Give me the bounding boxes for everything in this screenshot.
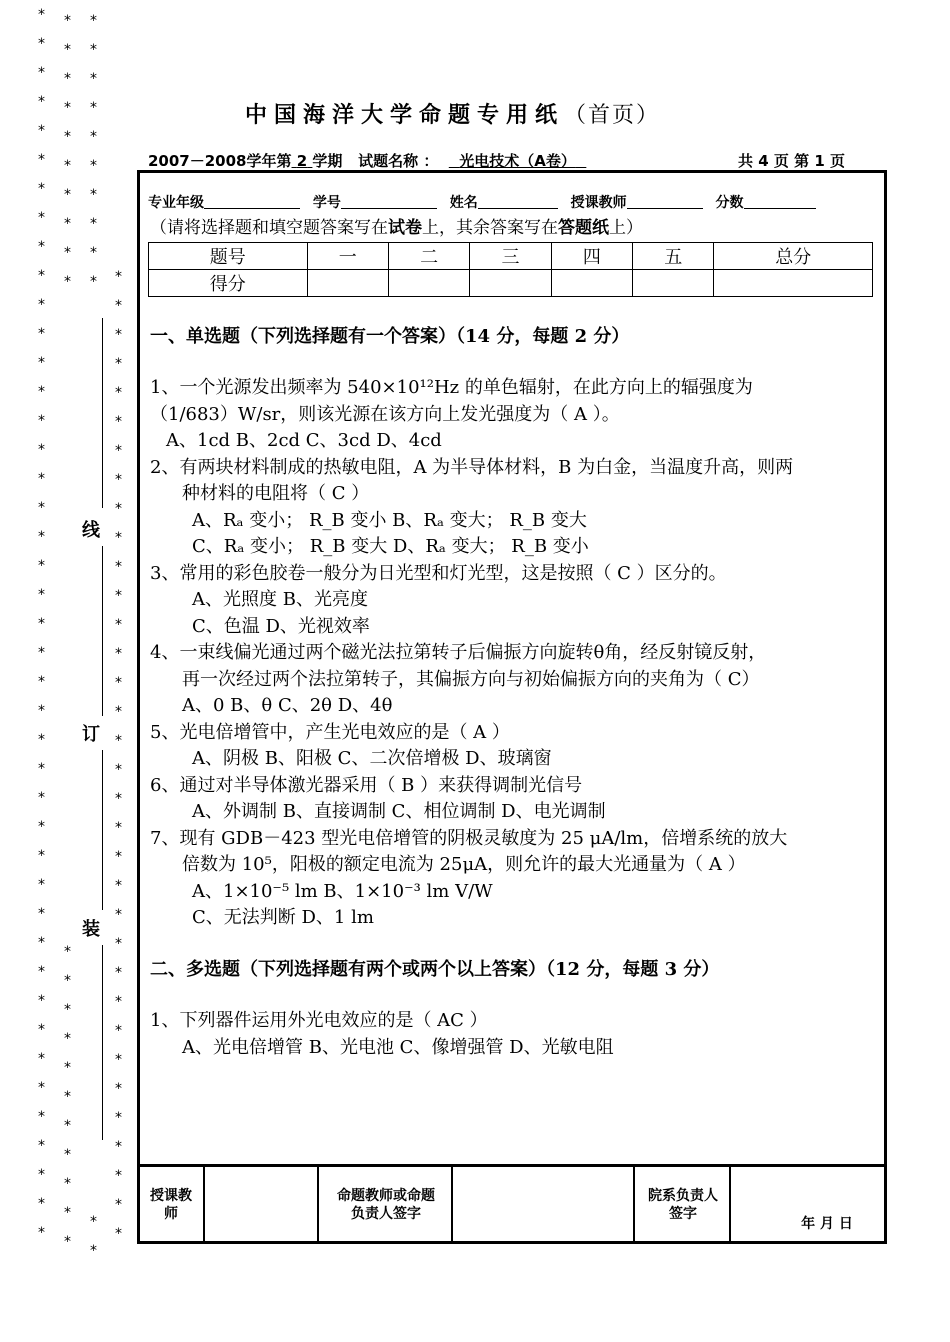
star-glyph: *	[38, 790, 45, 806]
binding-char-bind: 装	[82, 919, 100, 940]
question-line: A、光电倍增管 B、光电池 C、像增强管 D、光敏电阻	[182, 1037, 614, 1058]
star-glyph: *	[38, 500, 45, 516]
star-glyph: *	[115, 385, 122, 401]
star-glyph: *	[38, 239, 45, 255]
info-teacher-label: 授课教师	[570, 195, 627, 211]
page-title	[245, 98, 660, 129]
score-header-cell: 四	[551, 243, 632, 270]
score-table-header	[149, 243, 873, 270]
star-glyph: *	[115, 588, 122, 604]
star-glyph: *	[38, 326, 45, 342]
star-glyph: *	[38, 1167, 45, 1183]
question-line: A、光照度 B、光亮度	[192, 589, 368, 610]
star-glyph: *	[38, 906, 45, 922]
question-line: 1、一个光源发出频率为 540×10¹²Hz 的单色辐射，在此方向上的辐强度为	[150, 377, 753, 398]
star-glyph: *	[64, 1234, 71, 1250]
answer-note: （请将选择题和填空题答案写在试卷上，其余答案写在答题纸上）	[150, 218, 643, 238]
question-line: 倍数为 10⁵，阳极的额定电流为 25μA，则允许的最大光通量为（ A ）	[182, 854, 746, 875]
star-glyph: *	[38, 935, 45, 951]
star-glyph: *	[115, 1052, 122, 1068]
star-glyph: *	[64, 1060, 71, 1076]
star-glyph: *	[115, 965, 122, 981]
exam-header	[148, 150, 586, 171]
header-exam-name: 光电技术（A卷）	[459, 152, 576, 170]
question-line: （1/683）W/sr，则该光源在该方向上发光强度为（ A ）。	[150, 404, 620, 425]
star-glyph: *	[90, 158, 97, 174]
question-line: A、0 B、θ C、2θ D、4θ	[182, 695, 393, 716]
star-glyph: *	[90, 216, 97, 232]
star-glyph: *	[64, 973, 71, 989]
star-glyph: *	[90, 245, 97, 261]
score-header-cell: 二	[388, 243, 469, 270]
star-glyph: *	[38, 587, 45, 603]
star-glyph: *	[38, 1080, 45, 1096]
star-glyph: *	[64, 158, 71, 174]
star-glyph: *	[115, 472, 122, 488]
question-line: 7、现有 GDB－423 型光电倍增管的阴极灵敏度为 25 μA/lm，倍增系统的放大	[150, 828, 788, 849]
star-glyph: *	[90, 274, 97, 290]
info-id-label: 学号	[312, 195, 341, 211]
info-score-label: 分数	[715, 195, 744, 211]
score-header-cell: 三	[470, 243, 551, 270]
question-line: C、无法判断 D、1 lm	[192, 907, 374, 928]
star-glyph: *	[115, 1081, 122, 1097]
question-line: A、Rₐ 变小； R_B 变小 B、Rₐ 变大； R_B 变大	[192, 510, 587, 531]
sig-date: 年 月 日	[801, 1216, 853, 1232]
question-line: 3、常用的彩色胶卷一般分为日光型和灯光型，这是按照（ C ）区分的。	[150, 563, 727, 584]
star-glyph: *	[90, 13, 97, 29]
header-year: 2007－2008	[148, 152, 247, 170]
star-glyph: *	[38, 65, 45, 81]
binding-line-segment	[102, 750, 103, 910]
sig-teacher-label: 授课教师	[150, 1188, 192, 1222]
score-cell[interactable]	[470, 270, 551, 297]
star-glyph: *	[38, 1051, 45, 1067]
binding-line-segment	[102, 945, 103, 1140]
binding-line-segment	[102, 546, 103, 716]
info-id-blank[interactable]	[341, 194, 437, 209]
star-glyph: *	[38, 152, 45, 168]
star-glyph: *	[90, 100, 97, 116]
question-line: A、1×10⁻⁵ lm B、1×10⁻³ lm V/W	[192, 881, 493, 902]
star-glyph: *	[64, 42, 71, 58]
star-glyph: *	[115, 762, 122, 778]
star-glyph: *	[38, 471, 45, 487]
score-cell[interactable]	[551, 270, 632, 297]
question-line: 4、一束线偏光通过两个磁光法拉第转子后偏振方向旋转θ角，经反射镜反射，	[150, 642, 767, 663]
star-glyph: *	[38, 268, 45, 284]
star-glyph: *	[90, 42, 97, 58]
star-glyph: *	[115, 298, 122, 314]
title-main: 中国海洋大学命题专用纸	[245, 102, 565, 128]
score-table	[148, 242, 873, 297]
student-info-row	[148, 192, 824, 212]
star-glyph: *	[64, 13, 71, 29]
star-glyph: *	[38, 7, 45, 23]
star-glyph: *	[115, 1110, 122, 1126]
star-glyph: *	[115, 414, 122, 430]
star-glyph: *	[38, 993, 45, 1009]
star-glyph: *	[115, 501, 122, 517]
star-glyph: *	[115, 327, 122, 343]
star-glyph: *	[38, 1109, 45, 1125]
star-glyph: *	[64, 245, 71, 261]
binding-char-line: 线	[82, 520, 100, 541]
star-glyph: *	[115, 617, 122, 633]
star-glyph: *	[90, 1243, 97, 1259]
star-glyph: *	[115, 356, 122, 372]
star-glyph: *	[115, 559, 122, 575]
star-glyph: *	[38, 819, 45, 835]
star-glyph: *	[38, 413, 45, 429]
star-glyph: *	[115, 907, 122, 923]
question-line: C、色温 D、光视效率	[192, 616, 370, 637]
star-glyph: *	[115, 1226, 122, 1242]
info-teacher-blank[interactable]	[627, 194, 703, 209]
score-row-label: 得分	[149, 270, 308, 297]
star-glyph: *	[38, 558, 45, 574]
star-glyph: *	[64, 100, 71, 116]
star-glyph: *	[115, 646, 122, 662]
star-glyph: *	[38, 36, 45, 52]
question-line: C、Rₐ 变小； R_B 变大 D、Rₐ 变大； R_B 变小	[192, 536, 589, 557]
star-glyph: *	[90, 71, 97, 87]
star-glyph: *	[38, 964, 45, 980]
info-major-label: 专业年级	[148, 195, 204, 211]
star-glyph: *	[38, 297, 45, 313]
star-glyph: *	[64, 71, 71, 87]
binding-char-staple: 订	[82, 724, 100, 745]
star-glyph: *	[115, 675, 122, 691]
binding-line-segment	[102, 318, 103, 508]
score-cell[interactable]	[388, 270, 469, 297]
star-glyph: *	[115, 269, 122, 285]
star-glyph: *	[38, 703, 45, 719]
section-multi-choice: 二、多选题（下列选择题有两个或两个以上答案）（12 分，每题 3 分）	[150, 959, 720, 980]
star-glyph: *	[115, 791, 122, 807]
question-line: 种材料的电阻将（ C ）	[182, 483, 370, 504]
score-cell[interactable]	[633, 270, 714, 297]
sig-setter-label: 命题教师或命题负责人签字	[337, 1188, 435, 1222]
sig-teacher-field[interactable]	[205, 1167, 319, 1244]
star-glyph: *	[64, 1118, 71, 1134]
star-glyph: *	[38, 645, 45, 661]
header-term-suffix: 学期	[312, 152, 343, 170]
star-glyph: *	[115, 1139, 122, 1155]
star-glyph: *	[115, 704, 122, 720]
star-glyph: *	[115, 1168, 122, 1184]
star-glyph: *	[115, 530, 122, 546]
score-cell[interactable]	[714, 270, 873, 297]
page-count: 共 4 页 第 1 页	[738, 152, 845, 170]
star-glyph: *	[64, 944, 71, 960]
star-glyph: *	[38, 210, 45, 226]
star-glyph: *	[38, 355, 45, 371]
star-glyph: *	[38, 732, 45, 748]
header-term: 2	[296, 152, 308, 170]
question-line: 2、有两块材料制成的热敏电阻，A 为半导体材料，B 为白金，当温度升高，则两	[150, 457, 794, 478]
score-header-cell: 五	[633, 243, 714, 270]
star-glyph: *	[38, 1138, 45, 1154]
section-single-choice: 一、单选题（下列选择题有一个答案）（14 分，每题 2 分）	[150, 326, 630, 347]
star-glyph: *	[64, 216, 71, 232]
star-glyph: *	[38, 384, 45, 400]
star-glyph: *	[64, 1089, 71, 1105]
star-glyph: *	[115, 820, 122, 836]
header-term-prefix: 学年第	[246, 152, 292, 170]
star-glyph: *	[38, 1022, 45, 1038]
star-glyph: *	[115, 1197, 122, 1213]
signature-table	[137, 1164, 887, 1244]
star-glyph: *	[38, 674, 45, 690]
info-score-blank[interactable]	[744, 194, 816, 209]
header-exam-label: 试题名称 ：	[358, 152, 439, 170]
star-glyph: *	[115, 733, 122, 749]
sig-dept-label: 院系负责人签字	[648, 1188, 718, 1222]
star-glyph: *	[38, 94, 45, 110]
star-glyph: *	[64, 1147, 71, 1163]
star-glyph: *	[115, 443, 122, 459]
score-header-cell: 题号	[149, 243, 308, 270]
score-table-row	[149, 270, 873, 297]
star-glyph: *	[38, 877, 45, 893]
star-glyph: *	[64, 187, 71, 203]
star-glyph: *	[115, 878, 122, 894]
star-glyph: *	[38, 1225, 45, 1241]
star-glyph: *	[90, 187, 97, 203]
star-glyph: *	[38, 529, 45, 545]
question-line: A、1cd B、2cd C、3cd D、4cd	[166, 430, 442, 451]
sig-setter-field[interactable]	[453, 1167, 635, 1244]
score-header-cell: 总分	[714, 243, 873, 270]
star-glyph: *	[90, 129, 97, 145]
info-major-blank[interactable]	[204, 194, 300, 209]
star-glyph: *	[64, 1176, 71, 1192]
star-glyph: *	[38, 1196, 45, 1212]
star-glyph: *	[38, 123, 45, 139]
star-glyph: *	[38, 848, 45, 864]
star-glyph: *	[38, 616, 45, 632]
star-glyph: *	[38, 761, 45, 777]
question-line: 1、下列器件运用外光电效应的是（ AC ）	[150, 1010, 488, 1031]
star-glyph: *	[64, 1205, 71, 1221]
question-line: A、阴极 B、阳极 C、二次倍增极 D、玻璃窗	[192, 748, 552, 769]
question-line: A、外调制 B、直接调制 C、相位调制 D、电光调制	[192, 801, 606, 822]
star-glyph: *	[115, 994, 122, 1010]
info-name-label: 姓名	[449, 195, 478, 211]
star-glyph: *	[64, 1031, 71, 1047]
star-glyph: *	[90, 1214, 97, 1230]
title-sub: （首页）	[564, 103, 661, 128]
star-glyph: *	[64, 129, 71, 145]
question-line: 5、光电倍增管中，产生光电效应的是（ A ）	[150, 722, 510, 743]
star-glyph: *	[64, 1002, 71, 1018]
star-glyph: *	[64, 274, 71, 290]
question-line: 再一次经过两个法拉第转子，其偏振方向与初始偏振方向的夹角为（ C）	[182, 669, 760, 690]
info-name-blank[interactable]	[478, 194, 558, 209]
score-cell[interactable]	[307, 270, 388, 297]
star-glyph: *	[115, 849, 122, 865]
star-glyph: *	[38, 442, 45, 458]
question-line: 6、通过对半导体激光器采用（ B ）来获得调制光信号	[150, 775, 583, 796]
star-glyph: *	[115, 1023, 122, 1039]
star-glyph: *	[38, 181, 45, 197]
score-header-cell: 一	[307, 243, 388, 270]
star-glyph: *	[115, 936, 122, 952]
